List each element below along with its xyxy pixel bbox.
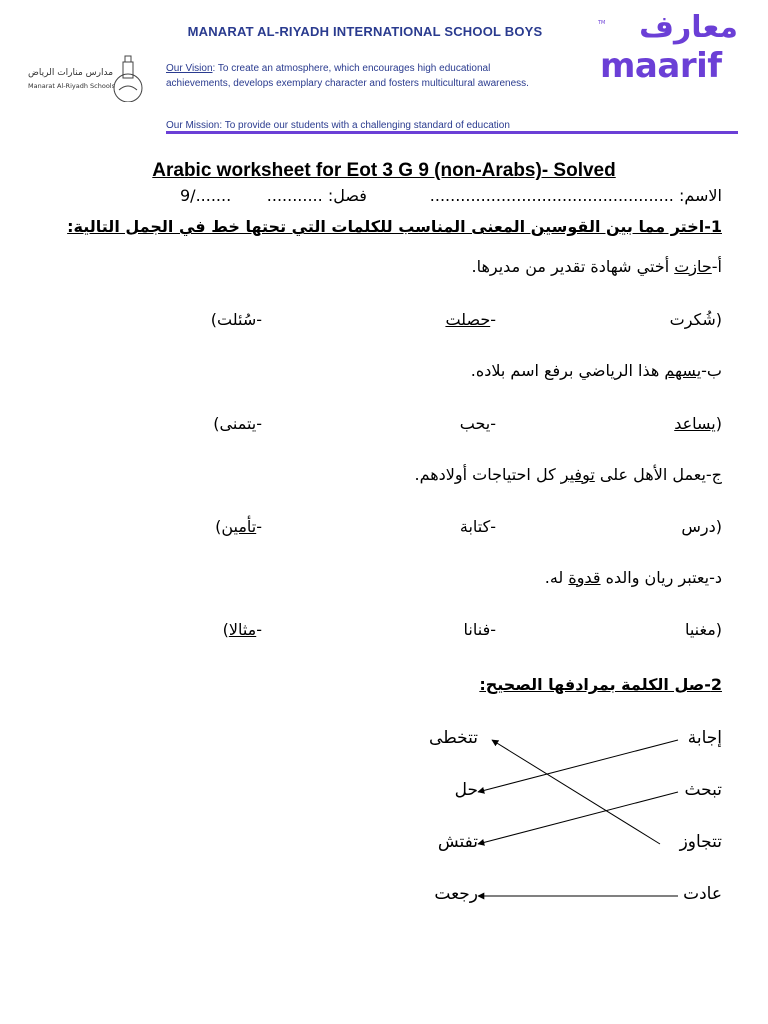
match-arrow <box>478 740 678 792</box>
sentence-rest: له. <box>544 568 569 587</box>
q1-option: -حصلت <box>445 310 496 329</box>
mission-statement: Our Mission: To provide our students with a challenging standard of education <box>166 120 510 131</box>
answer-word: يساعد <box>674 414 716 433</box>
q1-option: -فنانا <box>463 620 496 639</box>
trademark-mark: TM <box>598 20 606 26</box>
worksheet-title-text: Arabic worksheet for Eot 3 G 9 (non-Arabs)- Solved <box>152 160 616 181</box>
vision-label: Our Vision <box>166 63 213 74</box>
student-name-field: الاسم: ................................................ <box>429 186 722 205</box>
q1-option: (درس <box>681 517 722 536</box>
answer-word: حصلت <box>445 310 491 329</box>
logo-english-text: Manarat Al-Riyadh Schools <box>28 82 115 90</box>
question2-heading: 2-صل الكلمة بمرادفها الصحيح: <box>479 675 722 694</box>
sentence-prefix: أ- <box>711 257 722 276</box>
q1-option: -سُئلت) <box>210 310 262 329</box>
q1-option: -يحب <box>459 414 496 433</box>
q1-option: (شُكرت <box>669 310 722 329</box>
sentence-rest: كل احتياجات أولادهم. <box>414 465 561 484</box>
match-word-right: إجابة <box>687 728 722 748</box>
q1-option: -تأمين) <box>215 517 262 536</box>
match-word-left: تتخطى <box>429 728 478 748</box>
q1-option: (يساعد <box>674 414 722 433</box>
match-word-left: تفتش <box>437 832 478 852</box>
sentence-rest: هذا الرياضي برفع اسم بلاده. <box>470 361 665 380</box>
maarif-english: maarif <box>600 46 722 86</box>
q1-option: -يتمنى) <box>213 414 262 433</box>
class-label: فصل: ........... <box>266 186 367 205</box>
vision-text: : To create an atmosphere, which encourages high educational achievements, develops exemplary character and fosters multicultural awareness. <box>166 63 529 89</box>
q1-option: (مغنيا <box>684 620 722 639</box>
sentence-prefix: د-يعتبر ريان والده <box>600 568 722 587</box>
match-word-left: حل <box>454 780 478 800</box>
underlined-word: توفير <box>560 465 595 484</box>
class-value: 9/....... <box>180 186 232 205</box>
sentence-prefix: ج-يعمل الأهل على <box>594 465 722 484</box>
underlined-word: قدوة <box>568 568 601 587</box>
answer-word: مثالا <box>228 620 257 639</box>
sentence-prefix: ب- <box>701 361 722 380</box>
logo-arabic-text: مدارس منارات الرياض <box>28 68 114 78</box>
underlined-word: حازت <box>674 257 712 276</box>
q1-option: -مثالا) <box>222 620 262 639</box>
underlined-word: يسهم <box>664 361 702 380</box>
match-word-right: تبحث <box>684 780 722 800</box>
match-word-left: رجعت <box>434 884 478 904</box>
match-word-right: تتجاوز <box>679 832 722 852</box>
match-arrow <box>492 740 660 844</box>
maarif-arabic: معارف <box>639 10 738 45</box>
school-name: MANARAT AL-RIYADH INTERNATIONAL SCHOOL BOYS <box>187 24 543 39</box>
sentence-rest: أختي شهادة تقدير من مديرها. <box>471 257 675 276</box>
answer-word: تأمين <box>221 517 257 536</box>
q1-option: -كتابة <box>459 517 496 536</box>
match-word-right: عادت <box>683 884 722 904</box>
question1-heading: 1-اختر مما بين القوسين المعنى المناسب للكلمات التي تحتها خط في الجمل التالية: <box>67 217 722 236</box>
